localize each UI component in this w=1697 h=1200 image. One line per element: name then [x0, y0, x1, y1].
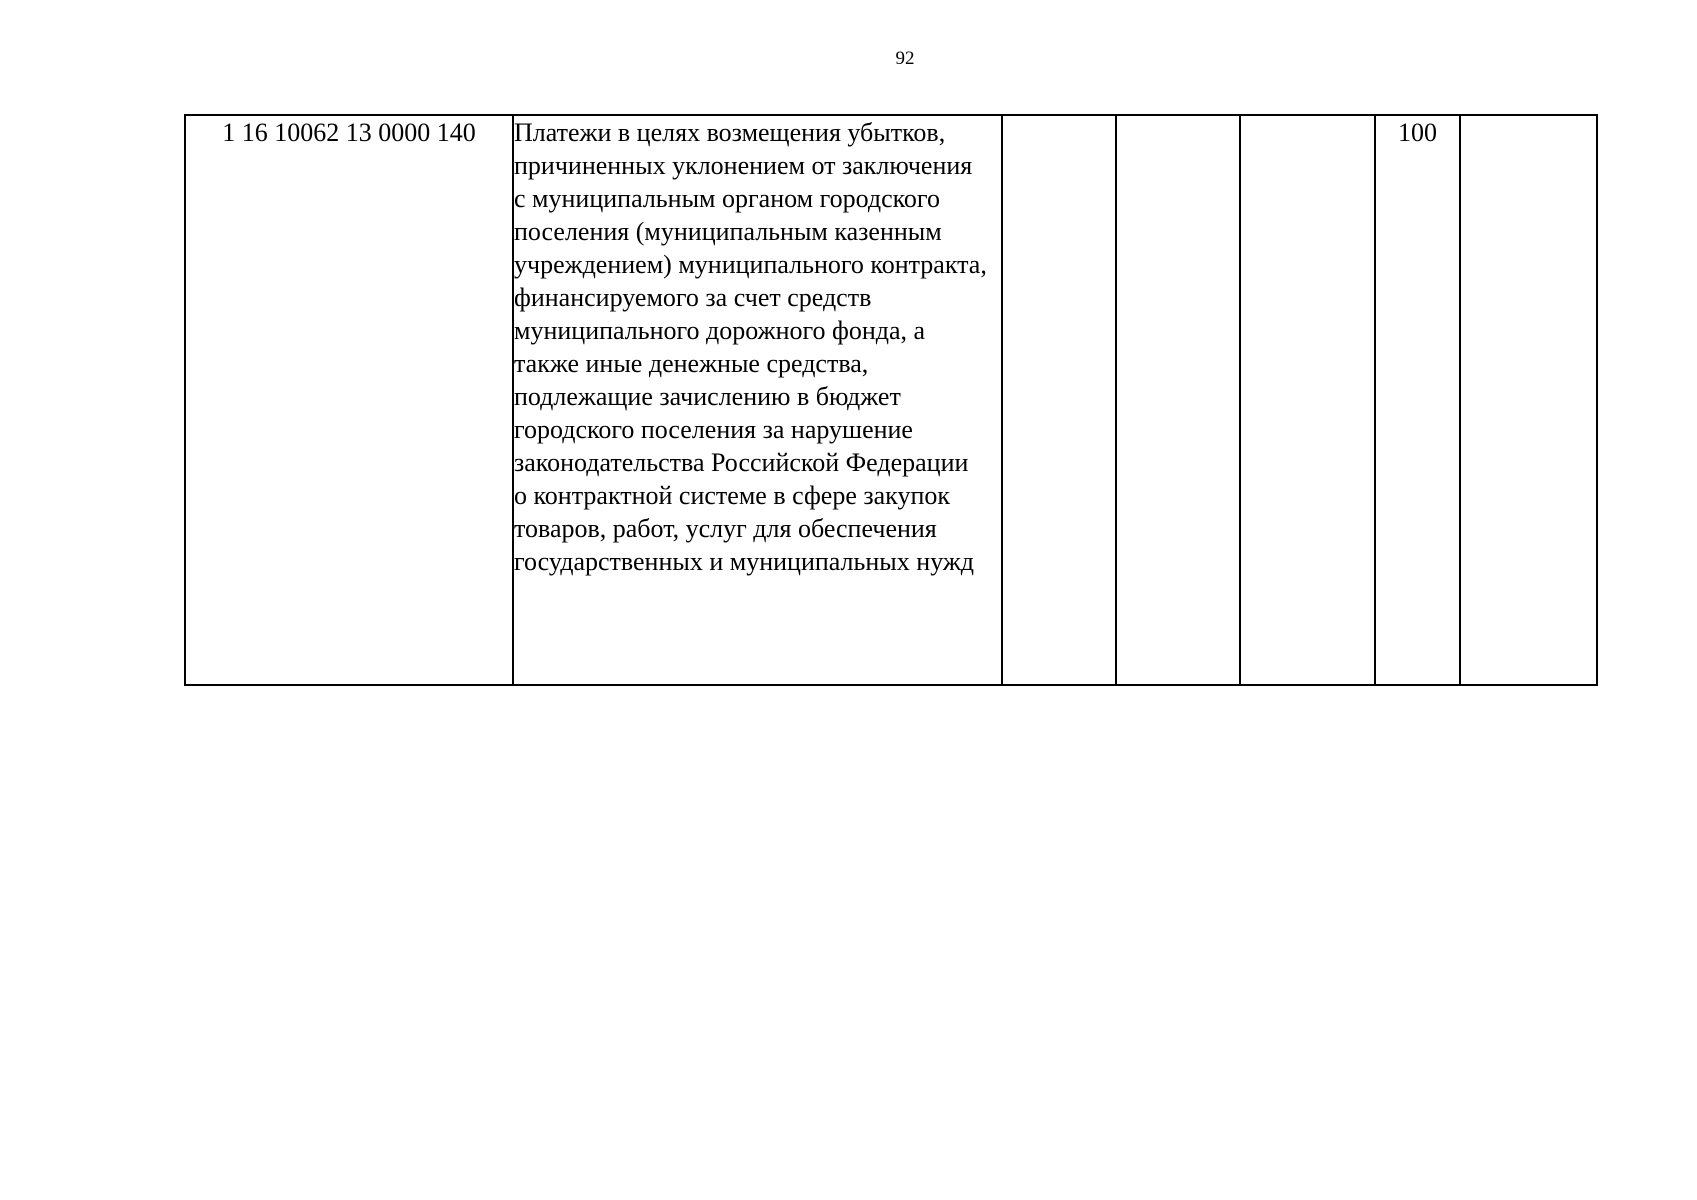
description-line: государственных и муниципальных нужд: [514, 547, 975, 576]
description-line: поселения (муниципальным казенным: [514, 217, 942, 246]
table-row: [185, 115, 1597, 685]
description-line: с муниципальным органом городского: [514, 184, 940, 213]
page-number: 92: [895, 48, 915, 69]
description-line: муниципального дорожного фонда, а: [514, 316, 926, 345]
column-4-cell: [1116, 115, 1240, 685]
description-line: подлежащие зачислению в бюджет: [514, 382, 901, 411]
description-line: о контрактной системе в сфере закупок: [514, 481, 950, 510]
column-7-cell: [1460, 115, 1597, 685]
description-line: Платежи в целях возмещения убытков,: [514, 118, 946, 147]
description-line: законодательства Российской Федерации: [514, 448, 969, 477]
description-cell: [513, 115, 1002, 685]
description-line: причиненных уклонением от заключения: [514, 151, 973, 180]
description-line: товаров, работ, услуг для обеспечения: [514, 514, 937, 543]
normative-value-cell: 100: [1375, 115, 1460, 685]
column-5-cell: [1240, 115, 1375, 685]
description-line: также иные денежные средства,: [514, 349, 869, 378]
budget-table: [184, 114, 1598, 686]
description-line: финансируемого за счет средств: [514, 283, 872, 312]
column-3-cell: [1002, 115, 1116, 685]
description-line: учреждением) муниципального контракта,: [514, 250, 987, 279]
description-line: городского поселения за нарушение: [514, 415, 913, 444]
budget-code-cell: 1 16 10062 13 0000 140: [185, 115, 513, 685]
